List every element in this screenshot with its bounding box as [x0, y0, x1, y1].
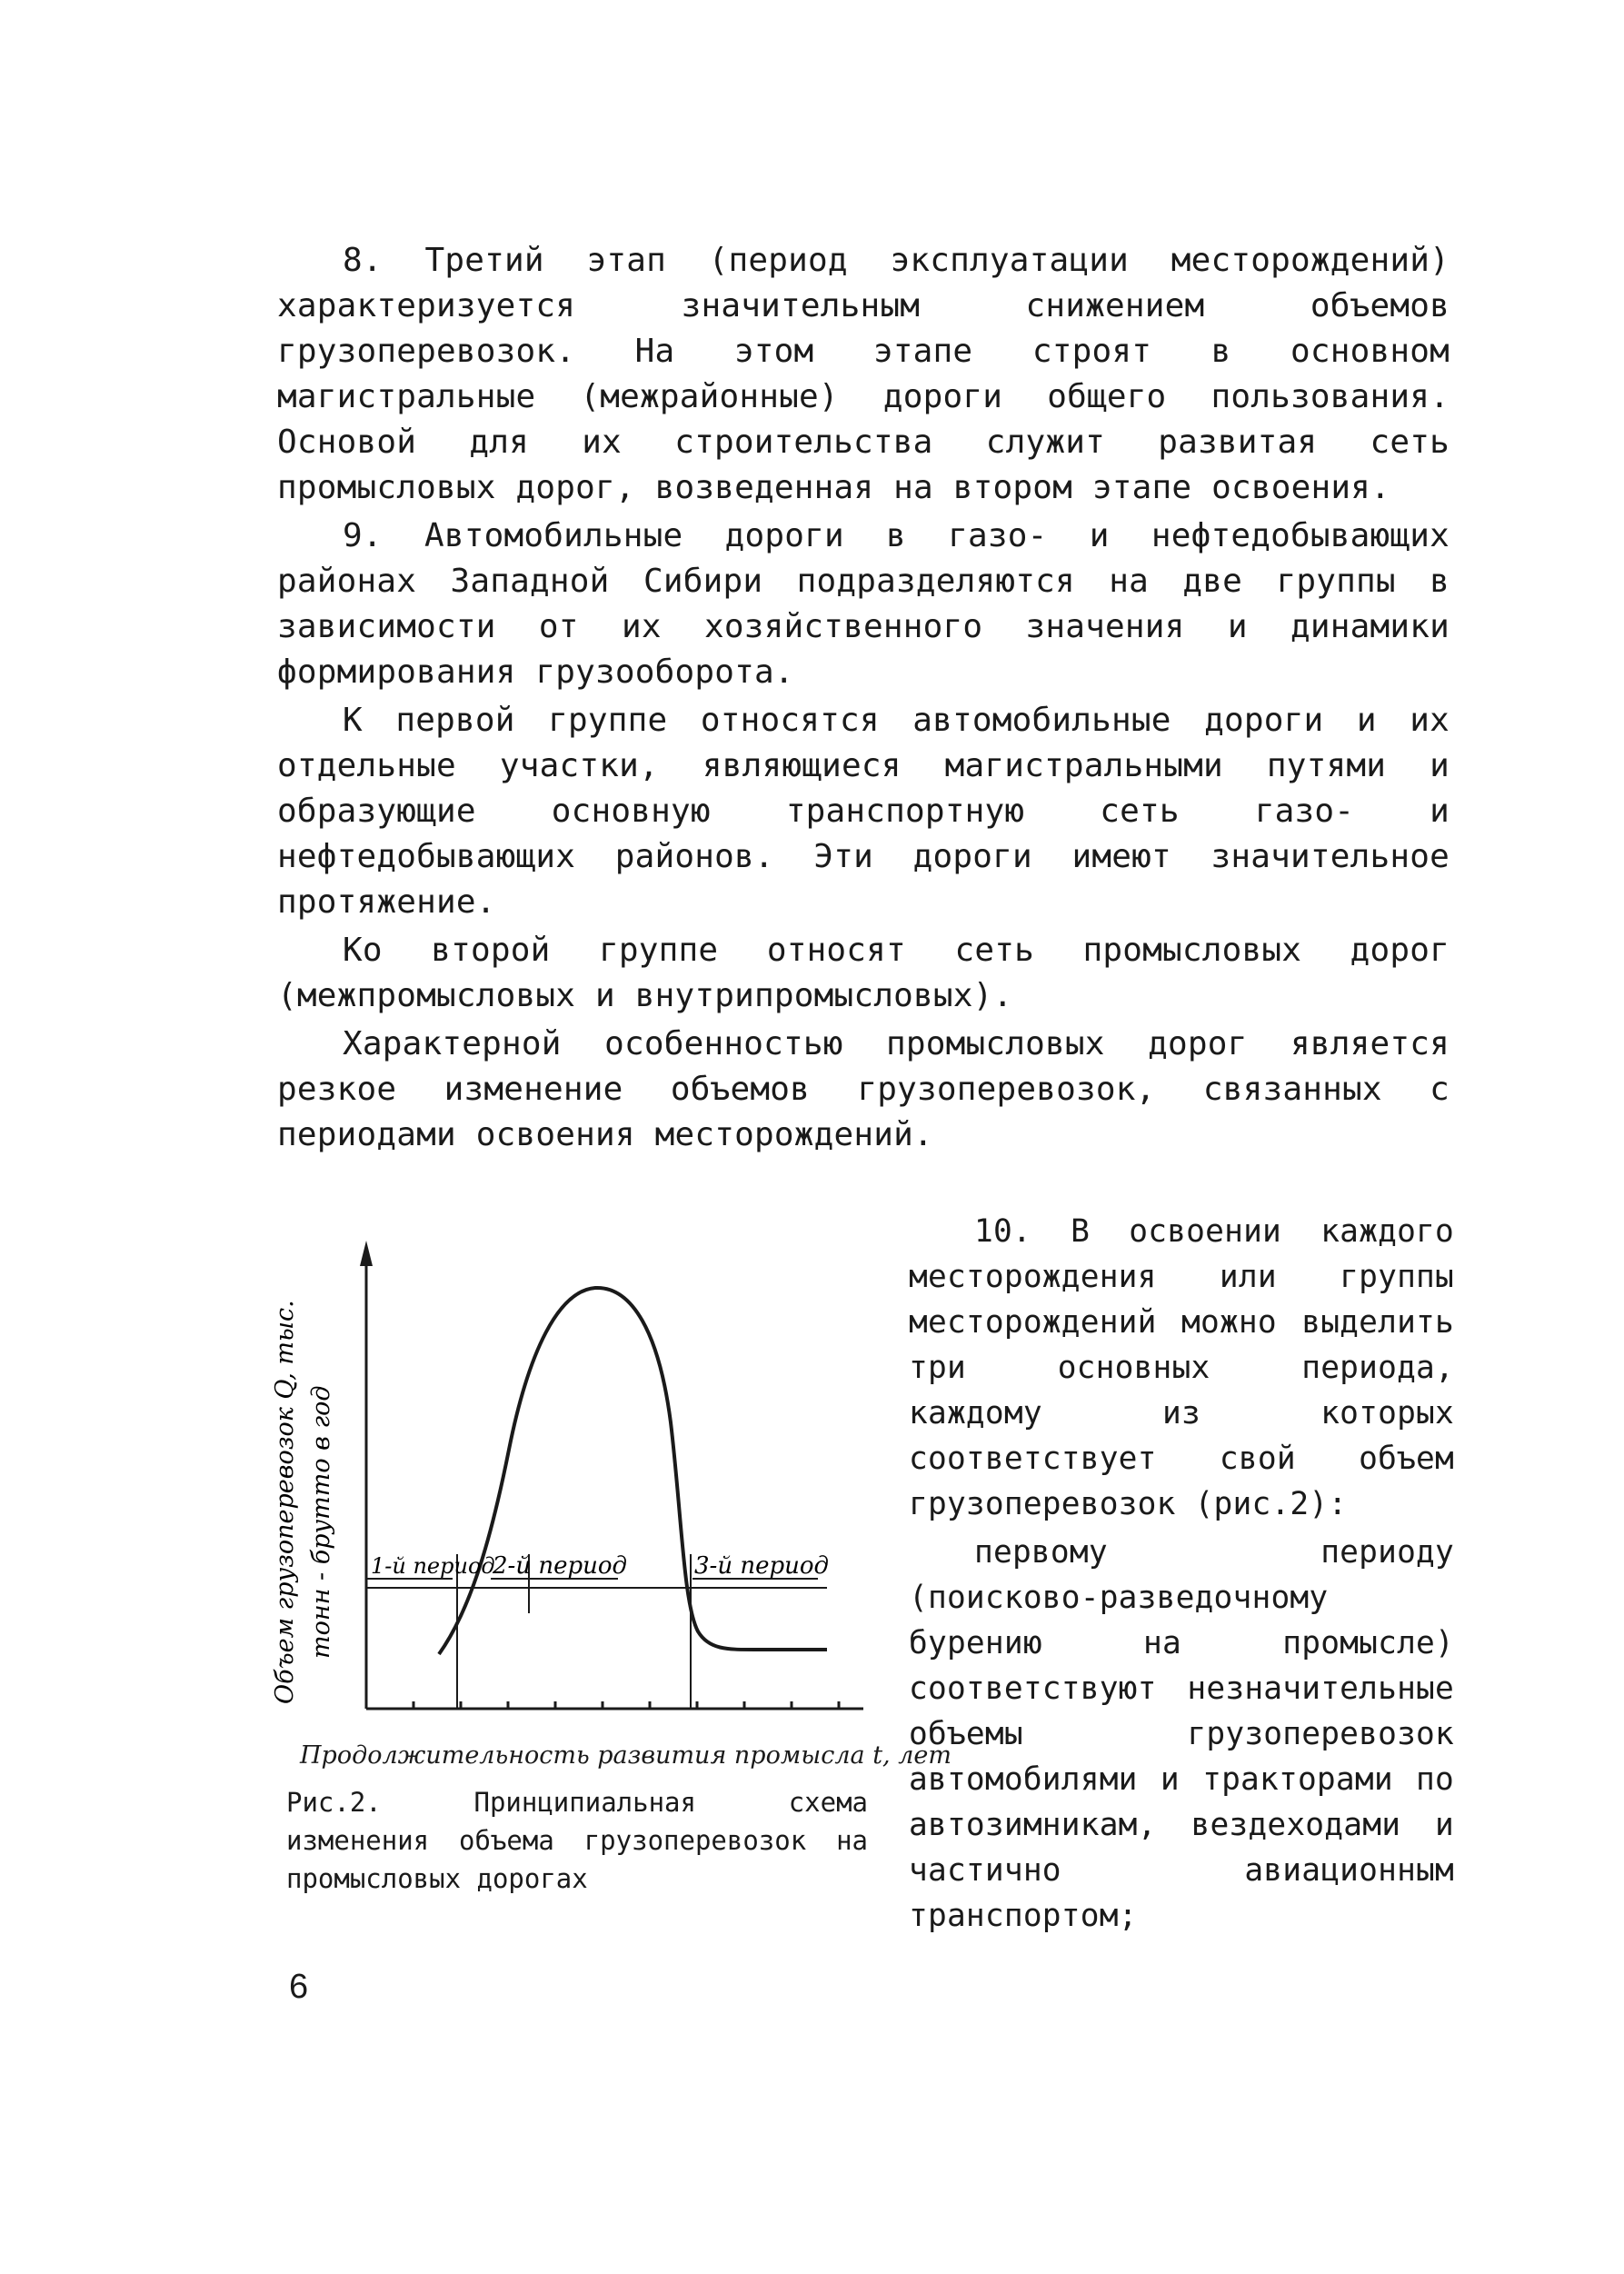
- paragraph-8: 8. Третий этап (период эксплуатации месторождений) характеризуется значительным снижением объемов грузоперевозок. На этом этапе строят в основном магистральные (межрайонные) дороги общего пользования. Основой для их строительства служит развитая сеть промысловых дорог, возведенная на втором этапе освоения.: [277, 242, 1450, 506]
- y-axis-arrow-icon: [360, 1241, 373, 1266]
- period1-label: 1-й период: [371, 1553, 495, 1579]
- y-axis-label-2: тонн - брутто в год: [307, 1385, 335, 1659]
- right-column-text: [909, 1209, 1454, 1939]
- paragraph-second-group: Ко второй группе относят сеть промысловых дорог (межпромысловых и внутрипромысловых).: [277, 932, 1450, 1014]
- y-axis-label-1: Объем грузоперевозок Q, тыс.: [271, 1300, 299, 1704]
- period3-label: 3-й период: [694, 1552, 829, 1580]
- figure-caption: Рис.2. Принципиальная схема изменения объема грузоперевозок на промысловых дорогах: [286, 1787, 868, 1894]
- figure-2: [245, 1222, 951, 1877]
- main-text: [277, 238, 1450, 1158]
- figure-diagram: [245, 1222, 951, 1877]
- paragraph-first-group: К первой группе относятся автомобильные дороги и их отдельные участки, являющиеся магистральными путями и образующие основную транспортную сеть газо- и нефтедобывающих районов. Эти дороги имеют значительное протяжение.: [277, 702, 1450, 921]
- paragraph-first-period: первому периоду (поисково-разведочному бурению на промысле) соответствуют незначительные объемы грузоперевозок автомобилями и тракторами по автозимникам, вездеходами и частично авиационным транспортом;: [909, 1534, 1454, 1934]
- paragraph-feature: Характерной особенностью промысловых дорог является резкое изменение объемов грузоперевозок, связанных с периодами освоения месторождений.: [277, 1025, 1450, 1153]
- x-axis-label: Продолжительность развития промысла t, лет: [300, 1741, 951, 1770]
- paragraph-10: 10. В освоении каждого месторождения или группы месторождений можно выделить три основных периода, каждому из которых соответствует свой объем грузоперевозок (рис.2):: [909, 1213, 1454, 1522]
- page-number: 6: [289, 1968, 309, 2006]
- paragraph-9: 9. Автомобильные дороги в газо- и нефтедобывающих районах Западной Сибири подразделяются на две группы в зависимости от их хозяйственного значения и динамики формирования грузооборота.: [277, 517, 1450, 691]
- period2-label: 2-й период: [493, 1552, 627, 1580]
- volume-curve: [439, 1288, 827, 1654]
